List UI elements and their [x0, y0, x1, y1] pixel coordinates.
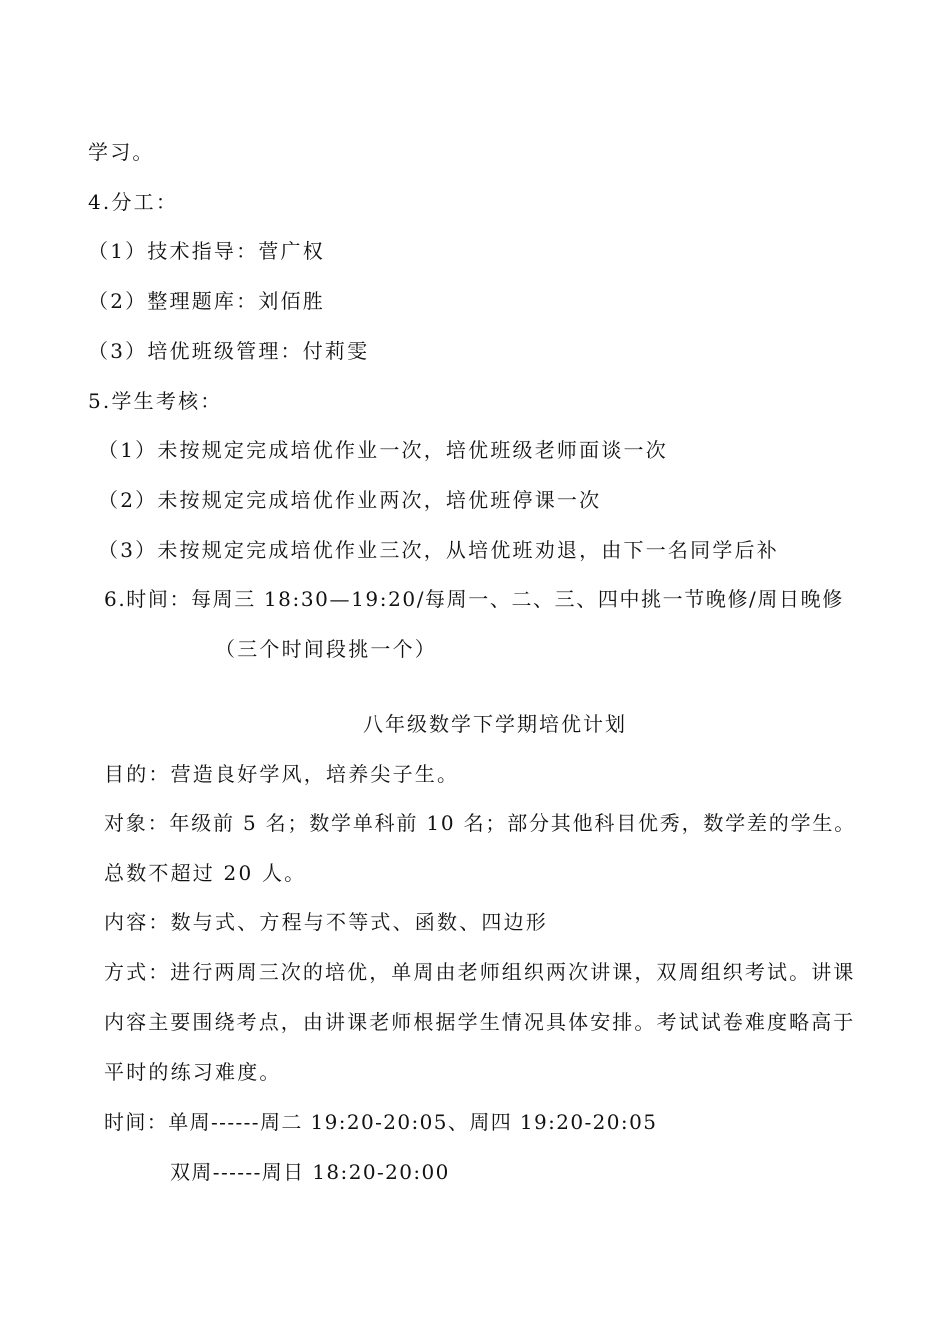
plan-schedule: 双周------周日 18:20-20:00: [170, 1160, 450, 1184]
assessment-item: （3）未按规定完成培优作业三次，从培优班劝退，由下一名同学后补: [98, 538, 779, 562]
plan-schedule: 时间：单周------周二 19:20-20:05、周四 19:20-20:05: [104, 1110, 658, 1134]
plan-target: 对象：年级前 5 名；数学单科前 10 名；部分其他科目优秀，数学差的学生。: [104, 811, 857, 835]
assessment-item: （1）未按规定完成培优作业一次，培优班级老师面谈一次: [98, 438, 668, 462]
division-item: （2）整理题库：刘佰胜: [88, 289, 325, 313]
time-line: 6.时间：每周三 18:30—19:20/每周一、二、三、四中挑一节晚修/周日晚修: [104, 587, 844, 611]
division-heading: 4.分工：: [88, 190, 179, 214]
plan-purpose: 目的：营造良好学风，培养尖子生。: [104, 762, 460, 786]
assessment-heading: 5.学生考核：: [88, 389, 223, 413]
continuation-text: 学习。: [88, 140, 155, 164]
division-item: （1）技术指导：菅广权: [88, 239, 325, 263]
plan-method: 平时的练习难度。: [104, 1060, 282, 1084]
plan-method: 方式：进行两周三次的培优，单周由老师组织两次讲课，双周组织考试。讲课: [104, 960, 856, 984]
division-item: （3）培优班级管理：付莉雯: [88, 339, 370, 363]
time-note: （三个时间段挑一个）: [215, 637, 437, 661]
plan-target-total: 总数不超过 20 人。: [104, 861, 307, 885]
plan-content: 内容：数与式、方程与不等式、函数、四边形: [104, 910, 548, 934]
assessment-item: （2）未按规定完成培优作业两次，培优班停课一次: [98, 488, 602, 512]
plan-title: 八年级数学下学期培优计划: [363, 712, 627, 736]
plan-method: 内容主要围绕考点，由讲课老师根据学生情况具体安排。考试试卷难度略高于: [104, 1010, 856, 1034]
